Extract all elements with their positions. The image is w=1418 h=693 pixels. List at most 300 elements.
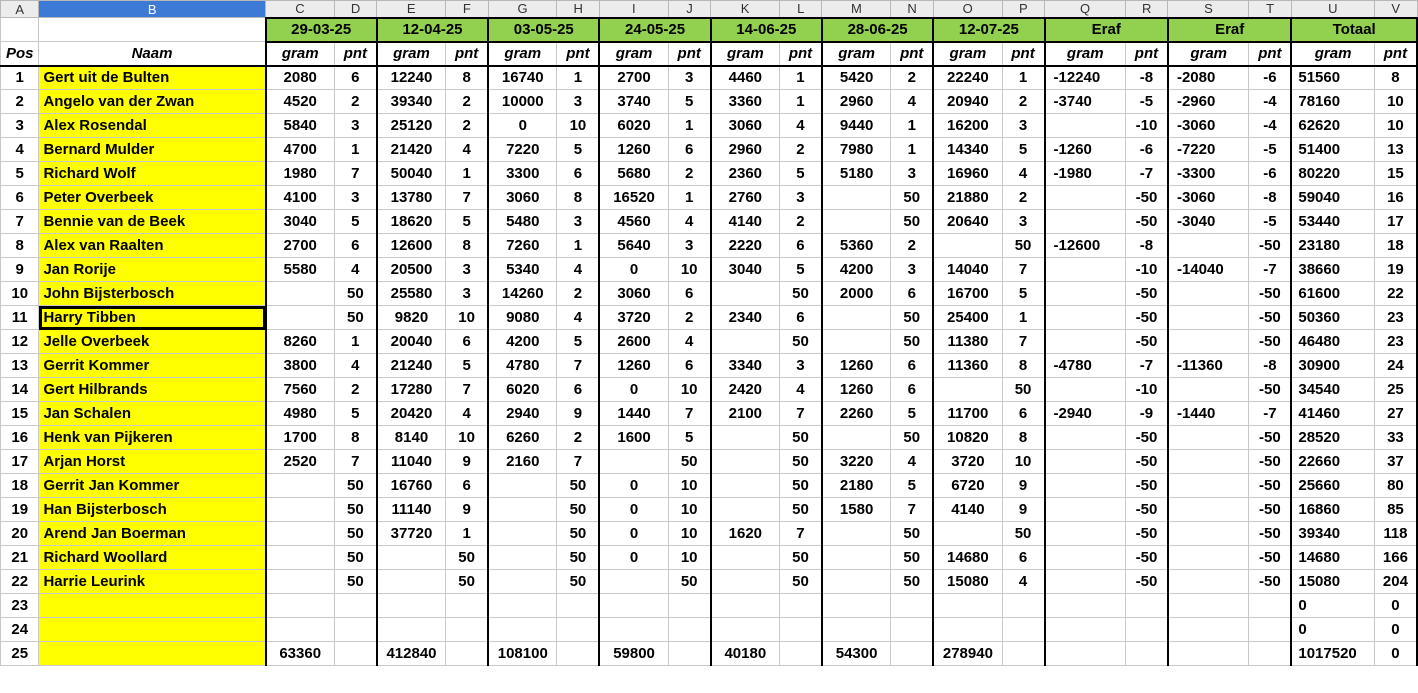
pnt-cell[interactable]: 8 — [557, 186, 599, 210]
gram-cell[interactable]: 2520 — [266, 450, 335, 474]
pnt-cell[interactable]: 1 — [779, 66, 821, 90]
pnt-cell[interactable]: -5 — [1125, 90, 1167, 114]
gram-cell[interactable]: 18620 — [377, 210, 446, 234]
gram-cell[interactable]: 30900 — [1291, 354, 1374, 378]
pnt-cell[interactable]: 5 — [446, 354, 488, 378]
pnt-cell[interactable]: 9 — [446, 498, 488, 522]
pnt-cell[interactable]: 4 — [779, 378, 821, 402]
gram-cell[interactable] — [599, 594, 668, 618]
pnt-cell[interactable] — [668, 618, 710, 642]
pnt-cell[interactable]: 10 — [668, 498, 710, 522]
gram-cell[interactable]: 5580 — [266, 258, 335, 282]
row-number[interactable]: 2 — [1, 90, 39, 114]
gram-cell[interactable]: 21240 — [377, 354, 446, 378]
pnt-cell[interactable]: 7 — [557, 354, 599, 378]
gram-cell[interactable]: 3360 — [711, 90, 780, 114]
pnt-cell[interactable]: 5 — [668, 426, 710, 450]
gram-cell[interactable] — [488, 546, 557, 570]
pnt-cell[interactable]: 3 — [1002, 114, 1044, 138]
pnt-cell[interactable]: 6 — [891, 354, 933, 378]
gram-cell[interactable] — [711, 498, 780, 522]
pnt-cell[interactable]: 10 — [557, 114, 599, 138]
gram-cell[interactable]: 8140 — [377, 426, 446, 450]
pnt-cell[interactable]: -50 — [1249, 474, 1291, 498]
row-number[interactable]: 20 — [1, 522, 39, 546]
column-header-n[interactable]: N — [891, 1, 933, 18]
gram-cell[interactable]: 13780 — [377, 186, 446, 210]
gram-cell[interactable]: 41460 — [1291, 402, 1374, 426]
gram-cell[interactable]: 20040 — [377, 330, 446, 354]
pnt-cell[interactable]: 2 — [557, 282, 599, 306]
gram-cell[interactable]: 1260 — [599, 138, 668, 162]
pnt-cell[interactable]: 23 — [1374, 306, 1417, 330]
pnt-cell[interactable]: 2 — [891, 234, 933, 258]
gram-cell[interactable]: -4780 — [1045, 354, 1126, 378]
pnt-header[interactable]: pnt — [1002, 42, 1044, 66]
gram-cell[interactable] — [1045, 642, 1126, 666]
gram-header[interactable]: gram — [1291, 42, 1374, 66]
pnt-cell[interactable]: -10 — [1125, 378, 1167, 402]
gram-cell[interactable]: 11700 — [933, 402, 1002, 426]
pnt-cell[interactable]: 6 — [446, 330, 488, 354]
pnt-cell[interactable]: 9 — [1002, 498, 1044, 522]
gram-cell[interactable]: 59800 — [599, 642, 668, 666]
pnt-cell[interactable] — [557, 594, 599, 618]
pnt-cell[interactable]: -50 — [1249, 234, 1291, 258]
pnt-cell[interactable] — [891, 618, 933, 642]
name-cell[interactable]: Harrie Leurink — [39, 570, 266, 594]
pnt-cell[interactable]: 5 — [557, 138, 599, 162]
pnt-cell[interactable]: -10 — [1125, 258, 1167, 282]
gram-cell[interactable]: 6720 — [933, 474, 1002, 498]
pnt-cell[interactable]: -50 — [1249, 546, 1291, 570]
gram-cell[interactable]: 6020 — [488, 378, 557, 402]
gram-cell[interactable] — [1045, 546, 1126, 570]
gram-cell[interactable]: 2600 — [599, 330, 668, 354]
gram-cell[interactable]: 62620 — [1291, 114, 1374, 138]
name-cell[interactable]: Gert Hilbrands — [39, 378, 266, 402]
pnt-cell[interactable]: 50 — [334, 546, 376, 570]
gram-cell[interactable]: 61600 — [1291, 282, 1374, 306]
column-header-j[interactable]: J — [668, 1, 710, 18]
pnt-cell[interactable]: 25 — [1374, 378, 1417, 402]
pnt-cell[interactable]: 10 — [668, 522, 710, 546]
gram-cell[interactable]: 3740 — [599, 90, 668, 114]
gram-cell[interactable]: 1260 — [822, 354, 891, 378]
gram-cell[interactable]: 4520 — [266, 90, 335, 114]
name-cell[interactable]: Gerrit Kommer — [39, 354, 266, 378]
pnt-cell[interactable]: 3 — [891, 258, 933, 282]
pnt-cell[interactable]: 5 — [446, 210, 488, 234]
pnt-cell[interactable]: 0 — [1374, 642, 1417, 666]
pnt-cell[interactable]: 3 — [779, 186, 821, 210]
gram-cell[interactable]: 14680 — [1291, 546, 1374, 570]
gram-cell[interactable] — [933, 234, 1002, 258]
pnt-cell[interactable]: 7 — [334, 162, 376, 186]
gram-cell[interactable]: 0 — [1291, 618, 1374, 642]
pnt-cell[interactable]: -50 — [1249, 498, 1291, 522]
row-number[interactable]: 12 — [1, 330, 39, 354]
name-cell[interactable]: Angelo van der Zwan — [39, 90, 266, 114]
gram-cell[interactable]: 11040 — [377, 450, 446, 474]
gram-cell[interactable]: 11380 — [933, 330, 1002, 354]
gram-cell[interactable] — [1168, 498, 1249, 522]
row-number[interactable]: 8 — [1, 234, 39, 258]
pnt-cell[interactable]: -6 — [1125, 138, 1167, 162]
gram-header[interactable]: gram — [711, 42, 780, 66]
pnt-cell[interactable]: 50 — [779, 474, 821, 498]
gram-cell[interactable] — [1168, 282, 1249, 306]
gram-cell[interactable]: -3740 — [1045, 90, 1126, 114]
gram-cell[interactable]: 4140 — [711, 210, 780, 234]
pnt-cell[interactable]: -50 — [1125, 282, 1167, 306]
gram-cell[interactable]: 34540 — [1291, 378, 1374, 402]
pnt-cell[interactable]: 7 — [446, 378, 488, 402]
gram-cell[interactable]: 3300 — [488, 162, 557, 186]
pnt-cell[interactable]: 1 — [557, 234, 599, 258]
name-cell[interactable]: Han Bijsterbosch — [39, 498, 266, 522]
gram-cell[interactable]: 2080 — [266, 66, 335, 90]
gram-cell[interactable] — [822, 426, 891, 450]
name-cell[interactable]: Alex Rosendal — [39, 114, 266, 138]
pnt-cell[interactable]: 6 — [779, 234, 821, 258]
gram-cell[interactable]: 2340 — [711, 306, 780, 330]
pnt-cell[interactable]: 2 — [891, 66, 933, 90]
gram-cell[interactable]: 5180 — [822, 162, 891, 186]
gram-cell[interactable] — [377, 618, 446, 642]
gram-cell[interactable]: -2940 — [1045, 402, 1126, 426]
gram-cell[interactable]: 8260 — [266, 330, 335, 354]
gram-header[interactable]: gram — [488, 42, 557, 66]
pnt-cell[interactable]: 50 — [446, 570, 488, 594]
gram-cell[interactable] — [1045, 186, 1126, 210]
pnt-cell[interactable] — [668, 594, 710, 618]
gram-cell[interactable]: 46480 — [1291, 330, 1374, 354]
gram-cell[interactable]: 37720 — [377, 522, 446, 546]
pnt-cell[interactable]: 2 — [1002, 90, 1044, 114]
pnt-cell[interactable]: -5 — [1249, 138, 1291, 162]
pnt-cell[interactable]: 6 — [891, 378, 933, 402]
date-header[interactable]: 14-06-25 — [711, 18, 822, 42]
pnt-cell[interactable]: 7 — [668, 402, 710, 426]
pnt-cell[interactable]: 8 — [446, 66, 488, 90]
gram-cell[interactable]: -3040 — [1168, 210, 1249, 234]
gram-cell[interactable]: 17280 — [377, 378, 446, 402]
pnt-cell[interactable]: 4 — [557, 306, 599, 330]
column-header-h[interactable]: H — [557, 1, 599, 18]
pnt-cell[interactable]: 2 — [446, 114, 488, 138]
row-number[interactable]: 1 — [1, 66, 39, 90]
gram-cell[interactable] — [1045, 378, 1126, 402]
pnt-cell[interactable]: -50 — [1125, 210, 1167, 234]
pnt-cell[interactable]: 50 — [779, 570, 821, 594]
gram-cell[interactable]: 25580 — [377, 282, 446, 306]
pnt-cell[interactable]: 80 — [1374, 474, 1417, 498]
name-cell[interactable]: Jan Schalen — [39, 402, 266, 426]
gram-cell[interactable]: 50040 — [377, 162, 446, 186]
gram-cell[interactable]: 10000 — [488, 90, 557, 114]
gram-cell[interactable]: 0 — [1291, 594, 1374, 618]
name-cell[interactable] — [39, 618, 266, 642]
pnt-cell[interactable]: -50 — [1125, 186, 1167, 210]
gram-cell[interactable] — [266, 546, 335, 570]
gram-cell[interactable] — [488, 570, 557, 594]
row-number[interactable]: 15 — [1, 402, 39, 426]
pnt-cell[interactable]: 5 — [891, 402, 933, 426]
gram-cell[interactable]: 12600 — [377, 234, 446, 258]
gram-cell[interactable]: -12240 — [1045, 66, 1126, 90]
gram-cell[interactable]: 0 — [599, 378, 668, 402]
pnt-cell[interactable]: 13 — [1374, 138, 1417, 162]
gram-cell[interactable]: 3720 — [933, 450, 1002, 474]
gram-cell[interactable] — [711, 474, 780, 498]
pnt-cell[interactable]: 7 — [1002, 330, 1044, 354]
column-header-l[interactable]: L — [779, 1, 821, 18]
naam-header[interactable]: Naam — [39, 42, 266, 66]
gram-cell[interactable]: 1017520 — [1291, 642, 1374, 666]
pnt-cell[interactable]: 5 — [334, 210, 376, 234]
pnt-cell[interactable]: 85 — [1374, 498, 1417, 522]
pnt-cell[interactable]: 8 — [1002, 354, 1044, 378]
pnt-cell[interactable]: 2 — [334, 90, 376, 114]
gram-cell[interactable]: 50360 — [1291, 306, 1374, 330]
pnt-cell[interactable]: 50 — [779, 546, 821, 570]
row-number[interactable]: 21 — [1, 546, 39, 570]
gram-cell[interactable] — [488, 594, 557, 618]
column-header-u[interactable]: U — [1291, 1, 1374, 18]
row-number[interactable]: 7 — [1, 210, 39, 234]
name-cell[interactable]: Harry Tibben — [39, 306, 266, 330]
pnt-cell[interactable] — [1002, 618, 1044, 642]
pnt-cell[interactable]: -6 — [1249, 66, 1291, 90]
pnt-cell[interactable]: -8 — [1125, 234, 1167, 258]
gram-cell[interactable] — [1168, 594, 1249, 618]
pnt-cell[interactable]: 7 — [891, 498, 933, 522]
gram-cell[interactable] — [933, 522, 1002, 546]
pnt-cell[interactable]: 4 — [668, 330, 710, 354]
pnt-cell[interactable]: 10 — [668, 258, 710, 282]
pnt-cell[interactable]: 9 — [557, 402, 599, 426]
pnt-cell[interactable]: 6 — [668, 282, 710, 306]
gram-cell[interactable]: 39340 — [377, 90, 446, 114]
pnt-cell[interactable]: -7 — [1125, 162, 1167, 186]
row-number[interactable]: 22 — [1, 570, 39, 594]
pnt-cell[interactable]: 33 — [1374, 426, 1417, 450]
pnt-cell[interactable]: -7 — [1125, 354, 1167, 378]
pnt-cell[interactable]: 50 — [891, 522, 933, 546]
pnt-cell[interactable]: 50 — [891, 330, 933, 354]
gram-cell[interactable]: 4700 — [266, 138, 335, 162]
gram-cell[interactable]: 4980 — [266, 402, 335, 426]
pnt-cell[interactable]: 10 — [1002, 450, 1044, 474]
gram-cell[interactable]: 16520 — [599, 186, 668, 210]
column-header-r[interactable]: R — [1125, 1, 1167, 18]
gram-cell[interactable]: 2420 — [711, 378, 780, 402]
gram-cell[interactable]: 78160 — [1291, 90, 1374, 114]
pnt-cell[interactable]: 4 — [557, 258, 599, 282]
gram-cell[interactable] — [822, 522, 891, 546]
gram-cell[interactable]: 4200 — [488, 330, 557, 354]
gram-cell[interactable]: 20420 — [377, 402, 446, 426]
gram-cell[interactable]: 28520 — [1291, 426, 1374, 450]
pnt-cell[interactable]: 1 — [1002, 306, 1044, 330]
pnt-cell[interactable]: 6 — [1002, 546, 1044, 570]
pnt-cell[interactable]: 50 — [891, 570, 933, 594]
pnt-cell[interactable]: 19 — [1374, 258, 1417, 282]
pnt-cell[interactable]: 4 — [1002, 570, 1044, 594]
gram-cell[interactable]: 0 — [599, 498, 668, 522]
pnt-cell[interactable]: 50 — [779, 498, 821, 522]
gram-cell[interactable]: 14040 — [933, 258, 1002, 282]
pnt-cell[interactable]: -50 — [1125, 570, 1167, 594]
pnt-cell[interactable]: 0 — [1374, 594, 1417, 618]
pos-header[interactable]: Pos — [1, 42, 39, 66]
name-cell[interactable] — [39, 594, 266, 618]
pnt-cell[interactable]: 5 — [334, 402, 376, 426]
gram-header[interactable]: gram — [822, 42, 891, 66]
pnt-cell[interactable]: -5 — [1249, 210, 1291, 234]
gram-cell[interactable] — [822, 306, 891, 330]
gram-cell[interactable] — [266, 306, 335, 330]
pnt-cell[interactable]: -4 — [1249, 90, 1291, 114]
pnt-cell[interactable]: -50 — [1125, 546, 1167, 570]
pnt-cell[interactable]: 2 — [779, 138, 821, 162]
pnt-cell[interactable]: 0 — [1374, 618, 1417, 642]
gram-cell[interactable]: 7560 — [266, 378, 335, 402]
pnt-cell[interactable] — [334, 642, 376, 666]
gram-cell[interactable]: 3340 — [711, 354, 780, 378]
gram-cell[interactable]: 3720 — [599, 306, 668, 330]
date-header[interactable]: Totaal — [1291, 18, 1417, 42]
gram-cell[interactable]: -3060 — [1168, 114, 1249, 138]
gram-cell[interactable]: 7980 — [822, 138, 891, 162]
gram-cell[interactable]: 16760 — [377, 474, 446, 498]
pnt-cell[interactable]: 5 — [557, 330, 599, 354]
pnt-cell[interactable]: 7 — [779, 522, 821, 546]
pnt-cell[interactable]: 8 — [1374, 66, 1417, 90]
column-header-t[interactable]: T — [1249, 1, 1291, 18]
gram-cell[interactable]: 1600 — [599, 426, 668, 450]
pnt-cell[interactable]: 10 — [668, 378, 710, 402]
row-number[interactable]: 11 — [1, 306, 39, 330]
row-number[interactable]: 25 — [1, 642, 39, 666]
gram-cell[interactable]: 2160 — [488, 450, 557, 474]
gram-cell[interactable] — [822, 546, 891, 570]
gram-cell[interactable]: 2360 — [711, 162, 780, 186]
gram-cell[interactable]: 3220 — [822, 450, 891, 474]
gram-cell[interactable] — [1045, 594, 1126, 618]
pnt-cell[interactable]: -50 — [1125, 306, 1167, 330]
gram-cell[interactable]: 0 — [599, 258, 668, 282]
column-header-g[interactable]: G — [488, 1, 557, 18]
gram-cell[interactable] — [1045, 282, 1126, 306]
pnt-cell[interactable]: -50 — [1249, 330, 1291, 354]
pnt-cell[interactable]: 4 — [1002, 162, 1044, 186]
pnt-cell[interactable]: 4 — [668, 210, 710, 234]
gram-cell[interactable] — [488, 618, 557, 642]
gram-cell[interactable] — [711, 618, 780, 642]
gram-cell[interactable]: 7220 — [488, 138, 557, 162]
pnt-cell[interactable]: 1 — [334, 330, 376, 354]
pnt-cell[interactable] — [557, 642, 599, 666]
gram-cell[interactable]: 38660 — [1291, 258, 1374, 282]
pnt-cell[interactable]: 4 — [891, 90, 933, 114]
name-cell[interactable]: Peter Overbeek — [39, 186, 266, 210]
gram-cell[interactable]: 16860 — [1291, 498, 1374, 522]
pnt-header[interactable]: pnt — [1249, 42, 1291, 66]
gram-cell[interactable] — [266, 570, 335, 594]
gram-cell[interactable]: 15080 — [1291, 570, 1374, 594]
pnt-cell[interactable]: 1 — [1002, 66, 1044, 90]
gram-cell[interactable]: -11360 — [1168, 354, 1249, 378]
column-header-b[interactable]: B — [39, 1, 266, 18]
pnt-cell[interactable]: 6 — [334, 234, 376, 258]
gram-cell[interactable] — [599, 450, 668, 474]
pnt-cell[interactable]: 1 — [446, 522, 488, 546]
pnt-cell[interactable]: 7 — [1002, 258, 1044, 282]
pnt-cell[interactable]: 50 — [891, 186, 933, 210]
pnt-cell[interactable]: -50 — [1249, 450, 1291, 474]
gram-cell[interactable] — [377, 570, 446, 594]
pnt-cell[interactable]: -4 — [1249, 114, 1291, 138]
gram-cell[interactable]: 54300 — [822, 642, 891, 666]
gram-cell[interactable]: 5840 — [266, 114, 335, 138]
gram-cell[interactable] — [1168, 234, 1249, 258]
pnt-cell[interactable] — [1125, 594, 1167, 618]
pnt-cell[interactable]: 4 — [779, 114, 821, 138]
name-cell[interactable]: Arjan Horst — [39, 450, 266, 474]
pnt-header[interactable]: pnt — [891, 42, 933, 66]
gram-cell[interactable] — [933, 378, 1002, 402]
pnt-cell[interactable]: 1 — [446, 162, 488, 186]
gram-cell[interactable] — [1168, 426, 1249, 450]
pnt-cell[interactable]: 4 — [891, 450, 933, 474]
row-number[interactable]: 16 — [1, 426, 39, 450]
pnt-cell[interactable]: 8 — [1002, 426, 1044, 450]
row-number[interactable]: 4 — [1, 138, 39, 162]
pnt-cell[interactable]: 50 — [334, 474, 376, 498]
column-header-d[interactable]: D — [334, 1, 376, 18]
date-header[interactable]: Eraf — [1045, 18, 1168, 42]
pnt-cell[interactable]: -8 — [1249, 186, 1291, 210]
gram-header[interactable]: gram — [377, 42, 446, 66]
gram-cell[interactable]: 12240 — [377, 66, 446, 90]
name-cell[interactable]: Henk van Pijkeren — [39, 426, 266, 450]
pnt-cell[interactable] — [446, 594, 488, 618]
gram-cell[interactable] — [1045, 210, 1126, 234]
gram-cell[interactable] — [488, 474, 557, 498]
pnt-cell[interactable]: 6 — [446, 474, 488, 498]
gram-header[interactable]: gram — [266, 42, 335, 66]
pnt-cell[interactable]: 3 — [446, 282, 488, 306]
pnt-cell[interactable]: 10 — [1374, 114, 1417, 138]
pnt-cell[interactable]: 50 — [557, 474, 599, 498]
gram-cell[interactable]: 4460 — [711, 66, 780, 90]
pnt-cell[interactable]: 50 — [1002, 522, 1044, 546]
gram-cell[interactable] — [822, 330, 891, 354]
gram-cell[interactable] — [1045, 522, 1126, 546]
gram-cell[interactable] — [377, 546, 446, 570]
gram-cell[interactable] — [822, 186, 891, 210]
pnt-cell[interactable]: 50 — [891, 546, 933, 570]
row-number[interactable]: 19 — [1, 498, 39, 522]
row-number[interactable]: 13 — [1, 354, 39, 378]
row-number[interactable]: 18 — [1, 474, 39, 498]
gram-cell[interactable] — [266, 282, 335, 306]
pnt-cell[interactable]: 50 — [891, 306, 933, 330]
pnt-cell[interactable]: -50 — [1249, 570, 1291, 594]
gram-cell[interactable]: 5680 — [599, 162, 668, 186]
